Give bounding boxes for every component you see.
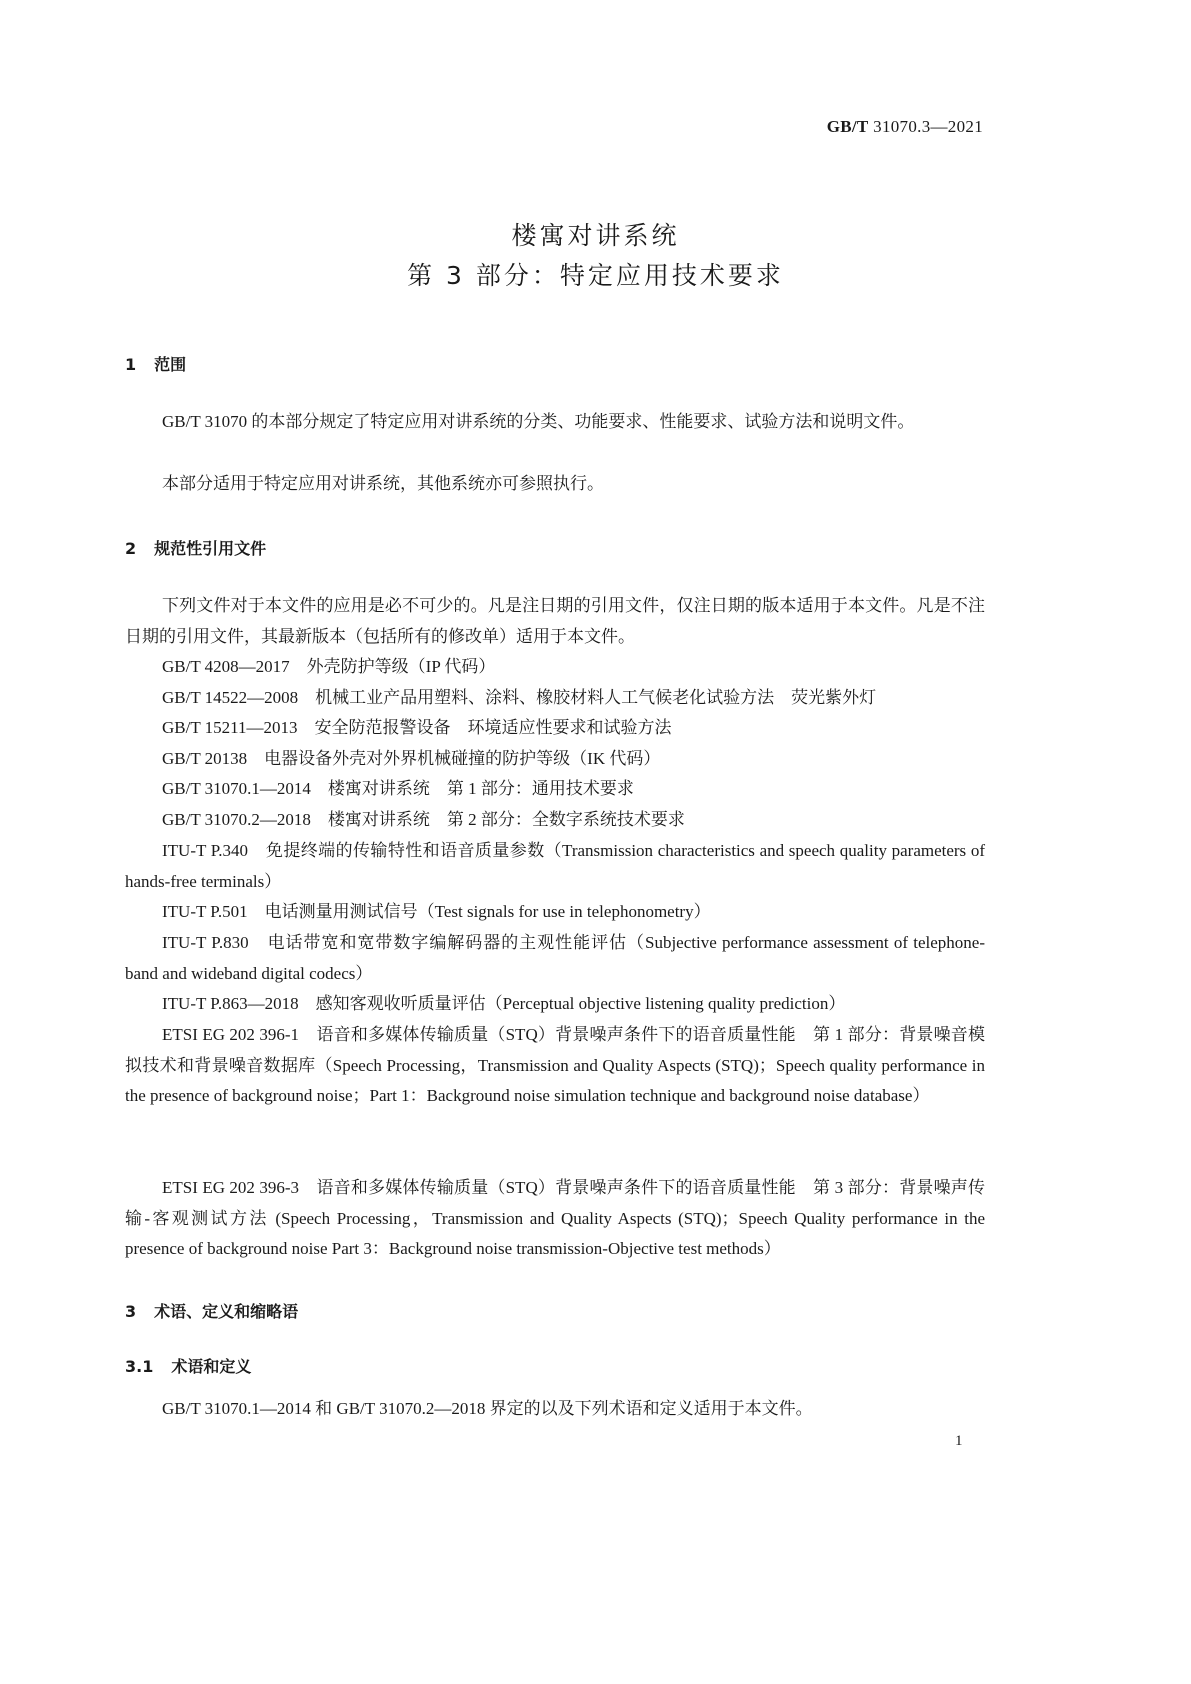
section-number: 2 — [125, 539, 137, 558]
terms-paragraph: GB/T 31070.1—2014 和 GB/T 31070.2—2018 界定的以及下列术语和定义适用于本文件。 — [162, 1399, 813, 1418]
reference-code: ITU-T P.340 — [162, 841, 249, 860]
reference-item — [125, 836, 985, 897]
document-subtitle: 第 3 部分：特定应用技术要求 — [407, 261, 784, 290]
reference-code: GB/T 15211—2013 — [162, 718, 298, 737]
reference-item — [125, 652, 985, 683]
scope-paragraph-2: 本部分适用于特定应用对讲系统，其他系统亦可参照执行。 — [162, 474, 604, 493]
reference-code: GB/T 14522—2008 — [162, 688, 299, 707]
page-number: 1 — [955, 1433, 963, 1449]
reference-title: 机械工业产品用塑料、涂料、橡胶材料人工气候老化试验方法 荧光紫外灯 — [315, 688, 877, 707]
reference-title: 电话测量用测试信号（Test signals for use in telephonometry） — [264, 902, 711, 921]
reference-code: ETSI EG 202 396-1 — [162, 1025, 300, 1044]
reference-code: GB/T 20138 — [162, 749, 248, 768]
references-intro: 下列文件对于本文件的应用是必不可少的。凡是注日期的引用文件，仅注日期的版本适用于本文件。凡是不注日期的引用文件，其最新版本（包括所有的修改单）适用于本文件。 — [125, 596, 985, 646]
section-3-heading — [125, 1299, 298, 1322]
reference-item — [125, 805, 985, 836]
section-number: 1 — [125, 355, 137, 374]
reference-code: ITU-T P.830 — [162, 933, 249, 952]
reference-title: 语音和多媒体传输质量（STQ）背景噪声条件下的语音质量性能 第 3 部分：背景噪声传输-客观测试方法 (Speech Processing，Transmission and Quality Aspects (STQ)；Speech Quality performance in the presence of background noise Part 3：Background noise transmission-Objective test methods） — [125, 1178, 985, 1259]
reference-title: 电器设备外壳对外界机械碰撞的防护等级（IK 代码） — [264, 749, 661, 768]
standard-code: 31070.3—2021 — [873, 117, 983, 136]
reference-code: ITU-T P.501 — [162, 902, 248, 921]
section-2-heading — [125, 536, 266, 559]
reference-title: 安全防范报警设备 环境适应性要求和试验方法 — [314, 718, 672, 737]
section-3-1-heading — [125, 1354, 251, 1377]
reference-code: GB/T 31070.2—2018 — [162, 810, 311, 829]
reference-item — [125, 928, 985, 989]
section-title: 范围 — [154, 355, 187, 374]
section-title: 术语和定义 — [171, 1357, 252, 1376]
reference-title: 电话带宽和宽带数字编解码器的主观性能评估（Subjective performance assessment of telephone-band and wideband digital codecs） — [125, 933, 985, 983]
section-title: 规范性引用文件 — [154, 539, 267, 558]
reference-title: 楼寓对讲系统 第 1 部分：通用技术要求 — [327, 779, 634, 798]
reference-code: ITU-T P.863—2018 — [162, 994, 299, 1013]
reference-item — [125, 989, 985, 1020]
reference-title: 免提终端的传输特性和语音质量参数（Transmission characteristics and speech quality parameters of hands-free terminals） — [125, 841, 986, 891]
section-number: 3 — [125, 1302, 137, 1321]
standard-number — [827, 117, 983, 137]
reference-item — [125, 1020, 985, 1112]
section-title: 术语、定义和缩略语 — [154, 1302, 299, 1321]
reference-item — [125, 897, 985, 928]
section-1-heading — [125, 352, 186, 375]
scope-paragraph-1: GB/T 31070 的本部分规定了特定应用对讲系统的分类、功能要求、性能要求、试验方法和说明文件。 — [162, 412, 915, 431]
reference-code: GB/T 4208—2017 — [162, 657, 290, 676]
section-number: 3.1 — [125, 1357, 154, 1376]
reference-title: 外壳防护等级（IP 代码） — [306, 657, 496, 676]
standard-prefix: GB/T — [826, 117, 869, 136]
reference-code: ETSI EG 202 396-3 — [162, 1178, 300, 1197]
reference-item — [125, 774, 985, 805]
reference-item — [125, 713, 985, 744]
reference-item — [125, 1173, 985, 1265]
reference-code: GB/T 31070.1—2014 — [162, 779, 311, 798]
reference-title: 感知客观收听质量评估（Perceptual objective listening quality prediction） — [315, 994, 846, 1013]
reference-item — [125, 683, 985, 714]
reference-title: 语音和多媒体传输质量（STQ）背景噪声条件下的语音质量性能 第 1 部分：背景噪音模拟技术和背景噪音数据库（Speech Processing，Transmission and Quality Aspects (STQ)；Speech quality performance in the presence of background noise；Part 1：Background noise simulation technique and background noise database） — [125, 1025, 985, 1106]
reference-title: 楼寓对讲系统 第 2 部分：全数字系统技术要求 — [327, 810, 685, 829]
document-title: 楼寓对讲系统 — [511, 221, 680, 250]
reference-item — [125, 744, 985, 775]
